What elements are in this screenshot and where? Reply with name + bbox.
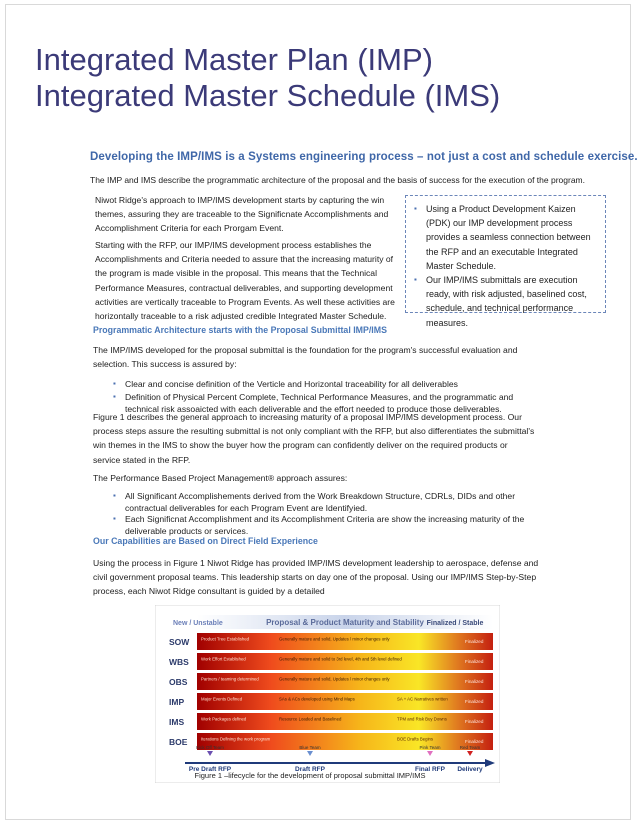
row-left-text: Work Packages defined [201,716,247,722]
row-label: OBS [169,677,188,687]
row-left-text: Work Effort Established [201,656,246,662]
row-right-text: Finalized [465,659,484,664]
paragraph-pbpm: The Performance Based Project Management® approach assures: [93,473,348,483]
row-mid-text: Generally mature and solid, Updates / minor changes only [279,676,390,682]
milestone-label: Final RFP [415,766,445,773]
callout-item: ▪ Our IMP/IMS submittals are execution ready, with risk adjusted, baselined cost, schedule, and technical performance measures. [414,273,597,330]
bullet-item: ▪ All Significant Accomplishements derived from the Work Breakdown Structure, CDRLs, DIDs and other contractual deliverables for each Program Event are Identifyied. [113,490,535,514]
milestone-label: Delivery [457,766,483,773]
paragraph-figure-description: Figure 1 describes the general approach to increasing maturity of a proposal IMP/IMS development process. Our process steps assure the resulting submittal is not only compliant with the RFP, but also differentiates the submittal's win themes in the IMS to show the buyer how the program can confidently deliver on the required products or service stated in the RFP. [93,412,535,465]
row-label: SOW [169,637,190,647]
title-line-1: Integrated Master Plan (IMP) [35,42,433,77]
milestone-label: Pre Draft RFP [188,766,232,773]
left-paragraph-1: Niwot Ridge's approach to IMP/IMS development starts by capturing the win themes, assuring they are traceable to the Significnate Accomplishments and Accomplishment Criteria for each Prorgam Event. [95,195,389,234]
row-left-text: Iterations Defining the work program [201,736,271,742]
row-mid-text: Resource Loaded and Baselined [279,716,342,722]
header-center: Proposal & Product Maturity and Stability [266,618,424,627]
title-line-2: Integrated Master Schedule (IMS) [35,78,501,113]
row-label: IMS [169,717,185,727]
team-label: Kick Off Team [196,745,224,750]
row-right-text: Finalized [465,679,484,684]
figure-1-lifecycle [155,605,500,783]
row-mid-text: SAs & ACs developed using Mind Maps [279,696,355,702]
page-subtitle: Developing the IMP/IMS is a Systems engineering process – not just a cost and schedule exercise. [90,151,638,163]
row-left-text: Product Tree Established [201,636,250,642]
team-label: Red Team [459,745,481,750]
row-mid2-text: BOE Drafts Begins [397,736,434,742]
row-label: BOE [169,737,188,747]
milestone-label: Draft RFP [295,766,325,773]
paragraph-capabilities: Using the process in Figure 1 Niwot Ridge has provided IMP/IMS development leadership to aerospace, defense and civil government proposal teams. This leadership starts on day one of the proposal. Using our IMP/IMS Step-by-Step process, each Niwot Ridge consultant is guided by a detailed [93,558,539,597]
left-paragraph-2: Starting with the RFP, our IMP/IMS development process establishes the Accomplishments and Criteria needed to assure that the increasing maturity of the program is made visible in the proposal. This means that the Technical Performance Measures, contractual deliverables, and supporting development activities are vertically traceable to Program Events. As well these activities are horizontally traceable to a risk adjusted credible Integrated Master Schedule. [95,240,395,322]
callout-box [405,195,606,328]
bullet-item: ▪ Definition of Physical Percent Complete, Technical Performance Measures, and the programmatic and technical risk assoaicted with each deliverable and the effort needed to produce those deliverables. [113,391,525,415]
row-right-text: Finalized [465,639,484,644]
row-mid-text: Generally mature and solid, Updates / minor changes only [279,636,390,642]
paragraph-foundation: The IMP/IMS developed for the proposal submittal is the foundation for the program's successful evaluation and selection. This success is assured by: [93,345,518,370]
figure-caption: Figure 1 –lifecycle for the development of proposal submittal IMP/IMS [194,771,426,780]
row-mid2-text: SA + AC Narratives written [397,696,448,702]
heading-capabilities: Our Capabilities are Based on Direct Field Experience [93,536,318,546]
row-right-text: Finalized [465,719,484,724]
header-right: Finalized / Stable [426,620,484,627]
row-mid-text: Generally mature and solid to 3rd level, 4th and 5th level defined [279,656,402,662]
header-left: New / Unstable [173,620,223,627]
intro-paragraph: The IMP and IMS describe the programmatic architecture of the proposal and the basis of success for the execution of the program. [90,175,585,185]
callout-item: ▪ Using a Product Development Kaizen (PDK) our IMP development process provides a seamless connection between the RFP and an executable Integrated Master Schedule. [414,202,597,273]
heading-programmatic-architecture: Programmatic Architecture starts with the Proposal Submittal IMP/IMS [93,325,387,335]
row-left-text: Partners / teaming determined [201,676,259,682]
row-label: WBS [169,657,189,667]
row-label: IMP [169,697,185,707]
team-label: Blue Team [299,745,321,750]
page-title [35,42,500,114]
row-left-text: Major Events Defined [201,696,243,702]
team-label: Pink Team [419,745,441,750]
row-right-text: Finalized [465,739,484,744]
row-right-text: Finalized [465,699,484,704]
bullet-item: ▪ Each Significnat Accomplishment and its Accomplishment Criteria are show the increasing maturity of the deliverable products or services. [113,513,535,537]
bullet-item: ▪ Clear and concise definition of the Verticle and Horizontal traceability for all deliverables [113,378,525,390]
row-mid2-text: TPM and Risk Buy Downs [397,716,447,722]
